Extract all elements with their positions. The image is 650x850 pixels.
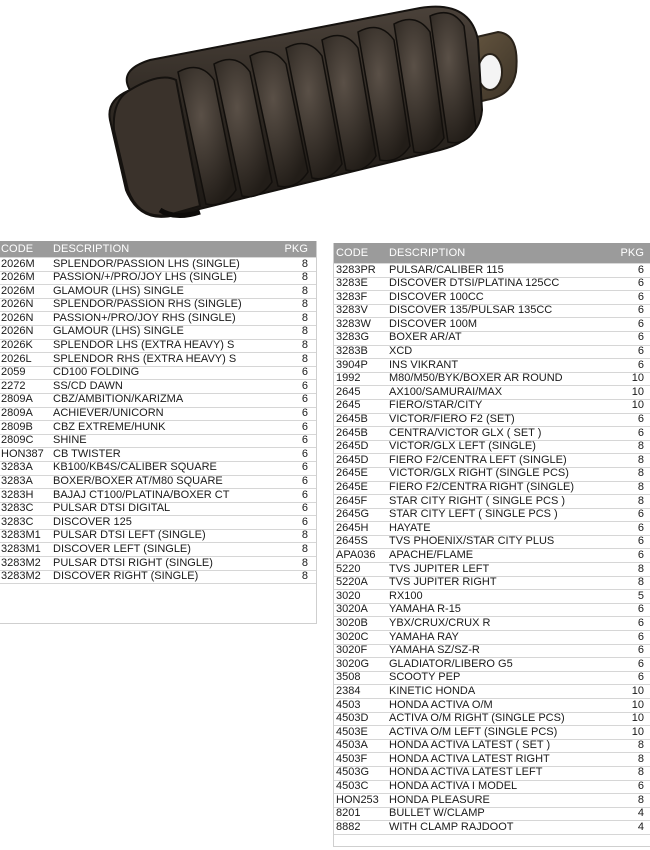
table-row — [334, 373, 650, 387]
header-description: DESCRIPTION — [389, 247, 466, 259]
cell-description: DISCOVER 100CC — [389, 291, 484, 303]
cell-code: 2026K — [1, 339, 33, 352]
cell-pkg: 6 — [637, 644, 644, 657]
cell-description: BOXER AR/AT — [389, 331, 462, 344]
cell-code: 3283M2 — [1, 557, 41, 569]
cell-description: HONDA ACTIVA O/M — [389, 699, 493, 711]
cell-pkg: 6 — [637, 535, 644, 548]
cell-pkg: 8 — [637, 766, 644, 779]
cell-pkg: 6 — [301, 461, 308, 474]
cell-code: 3283A — [1, 461, 33, 474]
cell-description: DISCOVER DTSI/PLATINA 125CC — [389, 277, 560, 290]
cell-code: 8882 — [336, 821, 361, 833]
table-row — [0, 340, 316, 354]
table-row — [334, 617, 650, 631]
cell-pkg: 8 — [301, 339, 308, 352]
table-row — [334, 794, 650, 808]
table-row — [334, 482, 650, 496]
cell-code: 3020F — [336, 644, 368, 657]
cell-code: 2645 — [336, 399, 361, 412]
cell-pkg: 8 — [637, 563, 644, 575]
cell-pkg: 6 — [637, 522, 644, 534]
table-row — [0, 543, 316, 557]
cell-description: DISCOVER 100M — [389, 318, 478, 330]
cell-code: 2645S — [336, 535, 368, 548]
cell-pkg: 8 — [301, 557, 308, 569]
cell-description: DISCOVER LEFT (SINGLE) — [53, 543, 191, 555]
cell-pkg: 8 — [301, 570, 308, 583]
cell-description: PULSAR DTSI DIGITAL — [53, 502, 171, 515]
table-row — [334, 495, 650, 509]
cell-description: FIERO/STAR/CITY — [389, 399, 483, 412]
cell-pkg: 8 — [301, 312, 308, 324]
cell-description: FIERO F2/CENTRA RIGHT (SINGLE) — [389, 481, 574, 493]
cell-pkg: 8 — [637, 481, 644, 493]
cell-code: 2645E — [336, 467, 368, 480]
cell-description: TVS PHOENIX/STAR CITY PLUS — [389, 535, 555, 548]
table-row — [334, 454, 650, 468]
cell-code: 3020 — [336, 590, 361, 602]
table-header — [334, 243, 650, 264]
table-row — [334, 427, 650, 441]
cell-code: 2645B — [336, 413, 368, 426]
cell-description: SPLENDOR RHS (EXTRA HEAVY) S — [53, 353, 237, 365]
table-row — [334, 767, 650, 781]
cell-pkg: 6 — [637, 277, 644, 290]
cell-code: 4503 — [336, 699, 361, 711]
cell-pkg: 4 — [637, 821, 644, 833]
table-row — [334, 386, 650, 400]
table-row — [334, 536, 650, 550]
table-row — [334, 821, 650, 835]
cell-code: 2026L — [1, 353, 32, 365]
header-pkg: PKG — [284, 243, 308, 255]
cell-code: 2384 — [336, 685, 361, 697]
table-row — [0, 435, 316, 449]
cell-pkg: 6 — [637, 658, 644, 670]
cell-description: M80/M50/BYK/BOXER AR ROUND — [389, 372, 563, 385]
cell-pkg: 6 — [301, 516, 308, 528]
header-pkg: PKG — [620, 247, 644, 259]
parts-table-left — [0, 241, 317, 624]
table-row — [334, 781, 650, 795]
cell-description: GLAMOUR (LHS) SINGLE — [53, 285, 184, 297]
table-row — [0, 476, 316, 490]
cell-code: 3283C — [1, 502, 34, 515]
cell-pkg: 8 — [637, 440, 644, 453]
cell-description: CB TWISTER — [53, 448, 121, 460]
cell-description: HONDA ACTIVA LATEST RIGHT — [389, 753, 550, 765]
cell-pkg: 8 — [301, 258, 308, 270]
table-row — [0, 557, 316, 571]
cell-pkg: 6 — [637, 318, 644, 330]
cell-pkg: 5 — [637, 590, 644, 602]
table-row — [0, 394, 316, 408]
cell-description: GLAMOUR (LHS) SINGLE — [53, 325, 184, 338]
cell-description: SPLENDOR/PASSION RHS (SINGLE) — [53, 298, 242, 311]
table-row — [0, 353, 316, 367]
cell-description: SHINE — [53, 434, 87, 447]
cell-pkg: 8 — [301, 298, 308, 311]
cell-code: 2272 — [1, 380, 26, 392]
cell-pkg: 8 — [301, 285, 308, 297]
table-row — [334, 468, 650, 482]
table-row — [0, 516, 316, 530]
cell-code: 3283W — [336, 318, 371, 330]
table-body — [0, 258, 316, 584]
cell-code: 3020G — [336, 658, 370, 670]
table-row — [0, 272, 316, 286]
cell-pkg: 6 — [301, 475, 308, 487]
cell-pkg: 6 — [637, 617, 644, 629]
cell-code: 4503D — [336, 712, 369, 725]
table-row — [334, 685, 650, 699]
cell-description: PASSION+/PRO/JOY RHS (SINGLE) — [53, 312, 236, 324]
cell-description: ACHIEVER/UNICORN — [53, 407, 164, 420]
cell-pkg: 8 — [301, 271, 308, 284]
cell-code: 3020C — [336, 631, 369, 643]
cell-description: VICTOR/GLX LEFT (SINGLE) — [389, 440, 536, 453]
cell-code: 8201 — [336, 807, 361, 820]
cell-pkg: 8 — [301, 325, 308, 338]
cell-pkg: 6 — [637, 304, 644, 317]
cell-description: VICTOR/GLX RIGHT (SINGLE PCS) — [389, 467, 569, 480]
cell-code: 3283B — [336, 345, 368, 358]
table-row — [334, 590, 650, 604]
table-row — [334, 414, 650, 428]
table-row — [0, 312, 316, 326]
cell-description: INS VIKRANT — [389, 359, 459, 371]
cell-code: 3283M2 — [1, 570, 41, 583]
cell-description: ACTIVA O/M RIGHT (SINGLE PCS) — [389, 712, 565, 725]
parts-table-right — [333, 243, 650, 847]
table-row — [334, 522, 650, 536]
table-row — [334, 441, 650, 455]
table-row — [334, 400, 650, 414]
cell-code: 3283V — [336, 304, 368, 317]
cell-code: 4503E — [336, 726, 368, 738]
table-row — [334, 808, 650, 822]
cell-code: 2026N — [1, 298, 34, 311]
cell-pkg: 6 — [637, 427, 644, 439]
footrest-illustration — [0, 0, 650, 240]
cell-code: 2026N — [1, 312, 34, 324]
cell-description: YAMAHA RAY — [389, 631, 459, 643]
cell-description: BOXER/BOXER AT/M80 SQUARE — [53, 475, 223, 487]
cell-description: CD100 FOLDING — [53, 366, 140, 379]
table-row — [334, 346, 650, 360]
cell-pkg: 10 — [631, 386, 644, 398]
cell-description: APACHE/FLAME — [389, 549, 474, 561]
product-image — [0, 0, 650, 240]
cell-pkg: 6 — [301, 489, 308, 501]
table-row — [334, 264, 650, 278]
table-row — [0, 448, 316, 462]
cell-pkg: 6 — [301, 366, 308, 379]
cell-description: YBX/CRUX/CRUX R — [389, 617, 491, 629]
cell-code: 4503A — [336, 739, 368, 752]
cell-description: VICTOR/FIERO F2 (SET) — [389, 413, 515, 426]
cell-pkg: 8 — [301, 543, 308, 555]
cell-description: ACTIVA O/M LEFT (SINGLE PCS) — [389, 726, 558, 738]
cell-code: 3283C — [1, 516, 34, 528]
cell-code: 2809A — [1, 407, 33, 420]
cell-code: 3283G — [336, 331, 370, 344]
cell-code: 1992 — [336, 372, 361, 385]
header-code: CODE — [336, 247, 369, 259]
cell-description: RX100 — [389, 590, 423, 602]
cell-pkg: 8 — [301, 529, 308, 542]
cell-code: 3508 — [336, 671, 361, 684]
cell-code: 2026N — [1, 325, 34, 338]
cell-pkg: 6 — [301, 434, 308, 447]
cell-pkg: 6 — [301, 380, 308, 392]
table-body — [334, 264, 650, 835]
cell-description: FIERO F2/CENTRA LEFT (SINGLE) — [389, 454, 567, 466]
cell-description: STAR CITY RIGHT ( SINGLE PCS ) — [389, 495, 566, 507]
table-row — [334, 278, 650, 292]
cell-code: 2809A — [1, 393, 33, 406]
cell-pkg: 6 — [637, 331, 644, 344]
cell-pkg: 8 — [637, 794, 644, 806]
cell-description: KINETIC HONDA — [389, 685, 476, 697]
header-description: DESCRIPTION — [53, 243, 130, 255]
cell-description: SS/CD DAWN — [53, 380, 123, 392]
table-row — [0, 503, 316, 517]
cell-description: XCD — [389, 345, 413, 358]
cell-description: PULSAR DTSI RIGHT (SINGLE) — [53, 557, 213, 569]
cell-description: CENTRA/VICTOR GLX ( SET ) — [389, 427, 542, 439]
cell-description: HONDA PLEASURE — [389, 794, 490, 806]
table-row — [334, 318, 650, 332]
cell-pkg: 10 — [631, 399, 644, 412]
table-row — [334, 332, 650, 346]
cell-pkg: 6 — [301, 393, 308, 406]
table-row — [0, 299, 316, 313]
cell-code: 2645F — [336, 495, 368, 507]
table-row — [334, 713, 650, 727]
cell-code: 2809B — [1, 421, 33, 433]
cell-code: 3283F — [336, 291, 368, 303]
cell-code: 2026M — [1, 285, 35, 297]
cell-code: 2645D — [336, 454, 369, 466]
cell-pkg: 6 — [301, 502, 308, 515]
table-row — [0, 367, 316, 381]
cell-code: 3283A — [1, 475, 33, 487]
table-row — [0, 421, 316, 435]
table-row — [0, 380, 316, 394]
cell-pkg: 6 — [637, 359, 644, 371]
cell-description: STAR CITY LEFT ( SINGLE PCS ) — [389, 508, 558, 521]
cell-code: 2026M — [1, 258, 35, 270]
table-row — [334, 672, 650, 686]
cell-pkg: 10 — [631, 712, 644, 725]
cell-description: PASSION/+/PRO/JOY LHS (SINGLE) — [53, 271, 237, 284]
cell-description: SPLENDOR/PASSION LHS (SINGLE) — [53, 258, 240, 270]
cell-pkg: 8 — [637, 467, 644, 480]
cell-code: APA036 — [336, 549, 376, 561]
cell-description: SCOOTY PEP — [389, 671, 461, 684]
table-row — [0, 258, 316, 272]
cell-pkg: 8 — [637, 454, 644, 466]
cell-pkg: 10 — [631, 699, 644, 711]
cell-code: 3020A — [336, 603, 368, 616]
cell-code: 2809C — [1, 434, 34, 447]
cell-pkg: 6 — [637, 631, 644, 643]
cell-code: 5220 — [336, 563, 361, 575]
cell-pkg: 10 — [631, 726, 644, 738]
table-row — [0, 285, 316, 299]
table-row — [334, 658, 650, 672]
cell-description: PULSAR/CALIBER 115 — [389, 264, 504, 276]
cell-pkg: 10 — [631, 372, 644, 385]
header-code: CODE — [1, 243, 34, 255]
cell-description: TVS JUPITER LEFT — [389, 563, 490, 575]
table-row — [334, 631, 650, 645]
cell-code: 2645D — [336, 440, 369, 453]
cell-code: 2645H — [336, 522, 369, 534]
cell-description: SPLENDOR LHS (EXTRA HEAVY) S — [53, 339, 235, 352]
table-row — [334, 509, 650, 523]
cell-code: 2059 — [1, 366, 26, 379]
cell-description: BAJAJ CT100/PLATINA/BOXER CT — [53, 489, 230, 501]
table-row — [334, 305, 650, 319]
cell-pkg: 6 — [637, 264, 644, 276]
table-row — [0, 462, 316, 476]
cell-description: HONDA ACTIVA LATEST LEFT — [389, 766, 543, 779]
cell-code: 2645 — [336, 386, 361, 398]
cell-code: 4503G — [336, 766, 370, 779]
cell-description: GLADIATOR/LIBERO G5 — [389, 658, 513, 670]
table-row — [0, 530, 316, 544]
cell-description: HONDA ACTIVA I MODEL — [389, 780, 518, 793]
cell-code: 3020B — [336, 617, 368, 629]
cell-code: 3283M1 — [1, 529, 41, 542]
cell-description: KB100/KB4S/CALIBER SQUARE — [53, 461, 217, 474]
cell-pkg: 6 — [637, 508, 644, 521]
table-row — [334, 604, 650, 618]
cell-code: HON253 — [336, 794, 379, 806]
cell-pkg: 10 — [631, 685, 644, 697]
cell-code: 2645G — [336, 508, 370, 521]
cell-pkg: 6 — [637, 549, 644, 561]
table-row — [334, 577, 650, 591]
table-row — [334, 740, 650, 754]
cell-code: 4503C — [336, 780, 369, 793]
cell-description: TVS JUPITER RIGHT — [389, 576, 497, 589]
cell-pkg: 6 — [301, 407, 308, 420]
cell-description: AX100/SAMURAI/MAX — [389, 386, 503, 398]
cell-pkg: 6 — [637, 291, 644, 303]
cell-description: PULSAR DTSI LEFT (SINGLE) — [53, 529, 206, 542]
cell-pkg: 6 — [637, 603, 644, 616]
cell-description: CBZ/AMBITION/KARIZMA — [53, 393, 184, 406]
cell-description: DISCOVER RIGHT (SINGLE) — [53, 570, 199, 583]
cell-description: YAMAHA R-15 — [389, 603, 461, 616]
cell-pkg: 6 — [637, 413, 644, 426]
table-row — [0, 408, 316, 422]
cell-code: 3283M1 — [1, 543, 41, 555]
cell-pkg: 8 — [637, 739, 644, 752]
cell-pkg: 8 — [637, 753, 644, 765]
cell-pkg: 6 — [637, 345, 644, 358]
table-row — [334, 699, 650, 713]
cell-description: WITH CLAMP RAJDOOT — [389, 821, 514, 833]
cell-pkg: 6 — [637, 780, 644, 793]
table-row — [0, 326, 316, 340]
cell-pkg: 8 — [301, 353, 308, 365]
cell-code: 4503F — [336, 753, 368, 765]
table-row — [334, 291, 650, 305]
cell-code: 2026M — [1, 271, 35, 284]
table-row — [0, 489, 316, 503]
table-row — [334, 726, 650, 740]
cell-pkg: 6 — [301, 448, 308, 460]
cell-description: DISCOVER 135/PULSAR 135CC — [389, 304, 553, 317]
cell-description: HAYATE — [389, 522, 431, 534]
cell-code: 3283PR — [336, 264, 376, 276]
table-row — [334, 549, 650, 563]
cell-description: YAMAHA SZ/SZ-R — [389, 644, 480, 657]
cell-code: 3904P — [336, 359, 368, 371]
cell-pkg: 6 — [301, 421, 308, 433]
cell-description: CBZ EXTREME/HUNK — [53, 421, 166, 433]
cell-description: HONDA ACTIVA LATEST ( SET ) — [389, 739, 551, 752]
cell-code: 2645B — [336, 427, 368, 439]
cell-pkg: 8 — [637, 495, 644, 507]
cell-description: BULLET W/CLAMP — [389, 807, 485, 820]
table-row — [334, 753, 650, 767]
table-header — [0, 241, 316, 258]
cell-description: DISCOVER 125 — [53, 516, 132, 528]
cell-code: HON387 — [1, 448, 44, 460]
cell-code: 3283E — [336, 277, 368, 290]
table-row — [334, 645, 650, 659]
cell-code: 5220A — [336, 576, 368, 589]
table-row — [334, 359, 650, 373]
cell-pkg: 6 — [637, 671, 644, 684]
cell-pkg: 4 — [637, 807, 644, 820]
table-row — [334, 563, 650, 577]
cell-pkg: 8 — [637, 576, 644, 589]
cell-code: 2645E — [336, 481, 368, 493]
cell-code: 3283H — [1, 489, 34, 501]
table-row — [0, 571, 316, 585]
